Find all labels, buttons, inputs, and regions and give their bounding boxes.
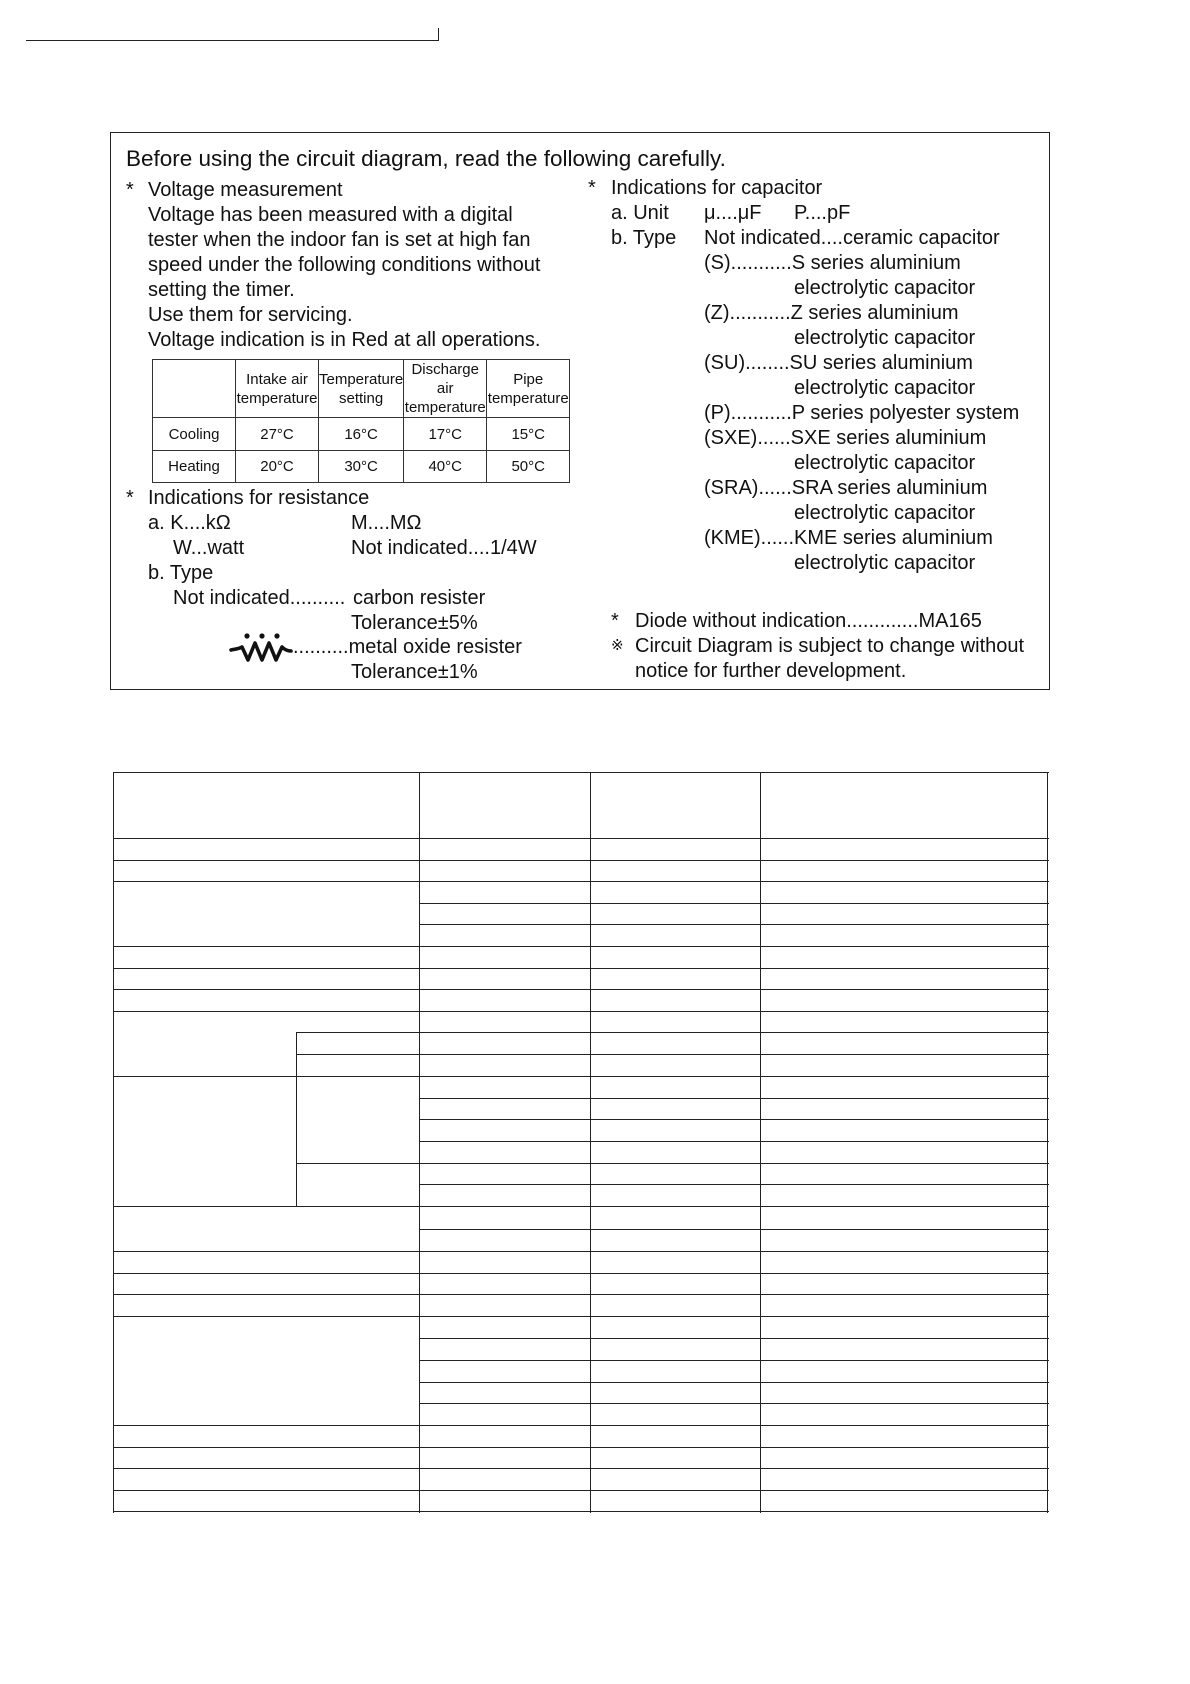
capacitor-type-line: electrolytic capacitor (794, 552, 976, 574)
capacitor-type-line: (SXE)......SXE series aluminium (704, 427, 987, 449)
grid-line (113, 1294, 1049, 1295)
grid-line (113, 1251, 1049, 1252)
grid-line (419, 1338, 1049, 1339)
grid-line (113, 1425, 1049, 1426)
capacitor-type-line: electrolytic capacitor (794, 327, 976, 349)
grid-line (113, 1316, 1049, 1317)
grid-line (590, 772, 591, 1513)
table-cell: 50°C (487, 451, 570, 483)
capacitor-type-line: (KME)......KME series aluminium (704, 527, 993, 549)
metal-oxide-resistor-symbol-icon (229, 631, 293, 665)
capacitor-type-line: (SRA)......SRA series aluminium (704, 477, 988, 499)
table-cell: 27°C (236, 418, 319, 451)
grid-line (296, 1032, 1049, 1033)
blank-grid-table (113, 772, 1049, 1513)
grid-line (419, 1382, 1049, 1383)
capacitor-type-default: Not indicated....ceramic capacitor (704, 227, 1000, 249)
table-header-cell: Temperature setting (319, 360, 404, 418)
table-row (153, 418, 570, 451)
table-cell: 20°C (236, 451, 319, 483)
capacitor-type-line: electrolytic capacitor (794, 502, 976, 524)
table-header-row (153, 360, 570, 418)
grid-line (419, 924, 1049, 925)
voltage-bullet: * (126, 179, 134, 201)
table-corner-cell (153, 360, 236, 418)
grid-line (113, 881, 1049, 882)
grid-line (419, 1360, 1049, 1361)
resistance-type-default-value: carbon resister (353, 587, 486, 609)
table-cell: 40°C (404, 451, 487, 483)
grid-line (419, 1098, 1049, 1099)
grid-line (296, 1054, 1049, 1055)
table-cell: 30°C (319, 451, 404, 483)
table-row (153, 451, 570, 483)
diode-bullet: * (611, 610, 619, 632)
grid-line (1047, 772, 1048, 1513)
voltage-line: Use them for servicing. (148, 304, 353, 326)
change-note-line: notice for further development. (635, 660, 907, 682)
capacitor-type-line: (Z)...........Z series aluminium (704, 302, 959, 324)
table-row-label: Cooling (153, 418, 236, 451)
grid-line (419, 1184, 1049, 1185)
resistance-unit-k: a. K....kΩ (148, 512, 231, 534)
grid-line (419, 1229, 1049, 1230)
capacitor-type-line: (P)...........P series polyester system (704, 402, 1020, 424)
capacitor-type-line: (S)...........S series aluminium (704, 252, 961, 274)
table-cell: 16°C (319, 418, 404, 451)
grid-line (113, 772, 1049, 773)
table-row-label: Heating (153, 451, 236, 483)
capacitor-unit-pico: P....pF (794, 202, 851, 224)
table-header-cell: Intake air temperature (236, 360, 319, 418)
measurement-conditions-table (152, 359, 570, 483)
table-cell: 17°C (404, 418, 487, 451)
grid-line (113, 1206, 1049, 1207)
resistance-unit-w: W...watt (173, 537, 245, 559)
grid-line (419, 772, 420, 1513)
grid-line (419, 1403, 1049, 1404)
grid-line (113, 968, 1049, 969)
grid-line (296, 1163, 1049, 1164)
grid-line (419, 1141, 1049, 1142)
grid-line (419, 1119, 1049, 1120)
voltage-line: speed under the following conditions without (148, 254, 541, 276)
table-cell: 15°C (487, 418, 570, 451)
table-header-cell: Discharge air temperature (404, 361, 486, 416)
resistance-bullet: * (126, 487, 134, 509)
capacitor-unit-label: a. Unit (611, 202, 669, 224)
header-rule-tick (438, 28, 439, 41)
resistance-type-default-label: Not indicated.......... (173, 587, 346, 609)
grid-line (113, 1468, 1049, 1469)
diode-note: Diode without indication.............MA165 (635, 610, 982, 632)
grid-line (113, 1076, 1049, 1077)
grid-line (113, 1447, 1049, 1448)
resistance-type-label: b. Type (148, 562, 214, 584)
voltage-heading: Voltage measurement (148, 179, 343, 201)
grid-line (419, 903, 1049, 904)
capacitor-heading: Indications for capacitor (611, 177, 823, 199)
voltage-line: tester when the indoor fan is set at high fan (148, 229, 531, 251)
grid-line (113, 1490, 1049, 1491)
resistance-unit-default: Not indicated....1/4W (351, 537, 537, 559)
grid-line (113, 989, 1049, 990)
capacitor-type-label: b. Type (611, 227, 677, 249)
capacitor-type-line: electrolytic capacitor (794, 377, 976, 399)
voltage-line: setting the timer. (148, 279, 295, 301)
header-rule (26, 40, 438, 41)
grid-line (113, 1273, 1049, 1274)
capacitor-bullet: * (588, 177, 596, 199)
grid-line (113, 1011, 1049, 1012)
capacitor-type-line: electrolytic capacitor (794, 452, 976, 474)
capacitor-type-line: (SU)........SU series aluminium (704, 352, 973, 374)
grid-line (296, 1032, 297, 1206)
circuit-diagram-notice-box (110, 132, 1050, 690)
capacitor-type-line: electrolytic capacitor (794, 277, 976, 299)
resistance-tolerance-1: Tolerance±1% (351, 661, 478, 683)
table-header-cell: Pipe temperature (487, 360, 570, 418)
capacitor-unit-micro: μ....μF (704, 202, 762, 224)
grid-line (113, 860, 1049, 861)
grid-line (113, 772, 114, 1513)
grid-line (760, 772, 761, 1513)
grid-line (113, 946, 1049, 947)
voltage-line: Voltage indication is in Red at all operations. (148, 329, 541, 351)
resistance-unit-m: M....MΩ (351, 512, 422, 534)
resistance-heading: Indications for resistance (148, 487, 370, 509)
grid-line (113, 1511, 1049, 1512)
change-bullet: ※ (611, 637, 624, 654)
resistance-tolerance-5: Tolerance±5% (351, 612, 478, 634)
change-note-line: Circuit Diagram is subject to change without (635, 635, 1025, 657)
resistance-metal-oxide: ..........metal oxide resister (293, 636, 522, 658)
voltage-line: Voltage has been measured with a digital (148, 204, 513, 226)
notice-title: Before using the circuit diagram, read the following carefully. (126, 146, 726, 171)
grid-line (113, 838, 1049, 839)
